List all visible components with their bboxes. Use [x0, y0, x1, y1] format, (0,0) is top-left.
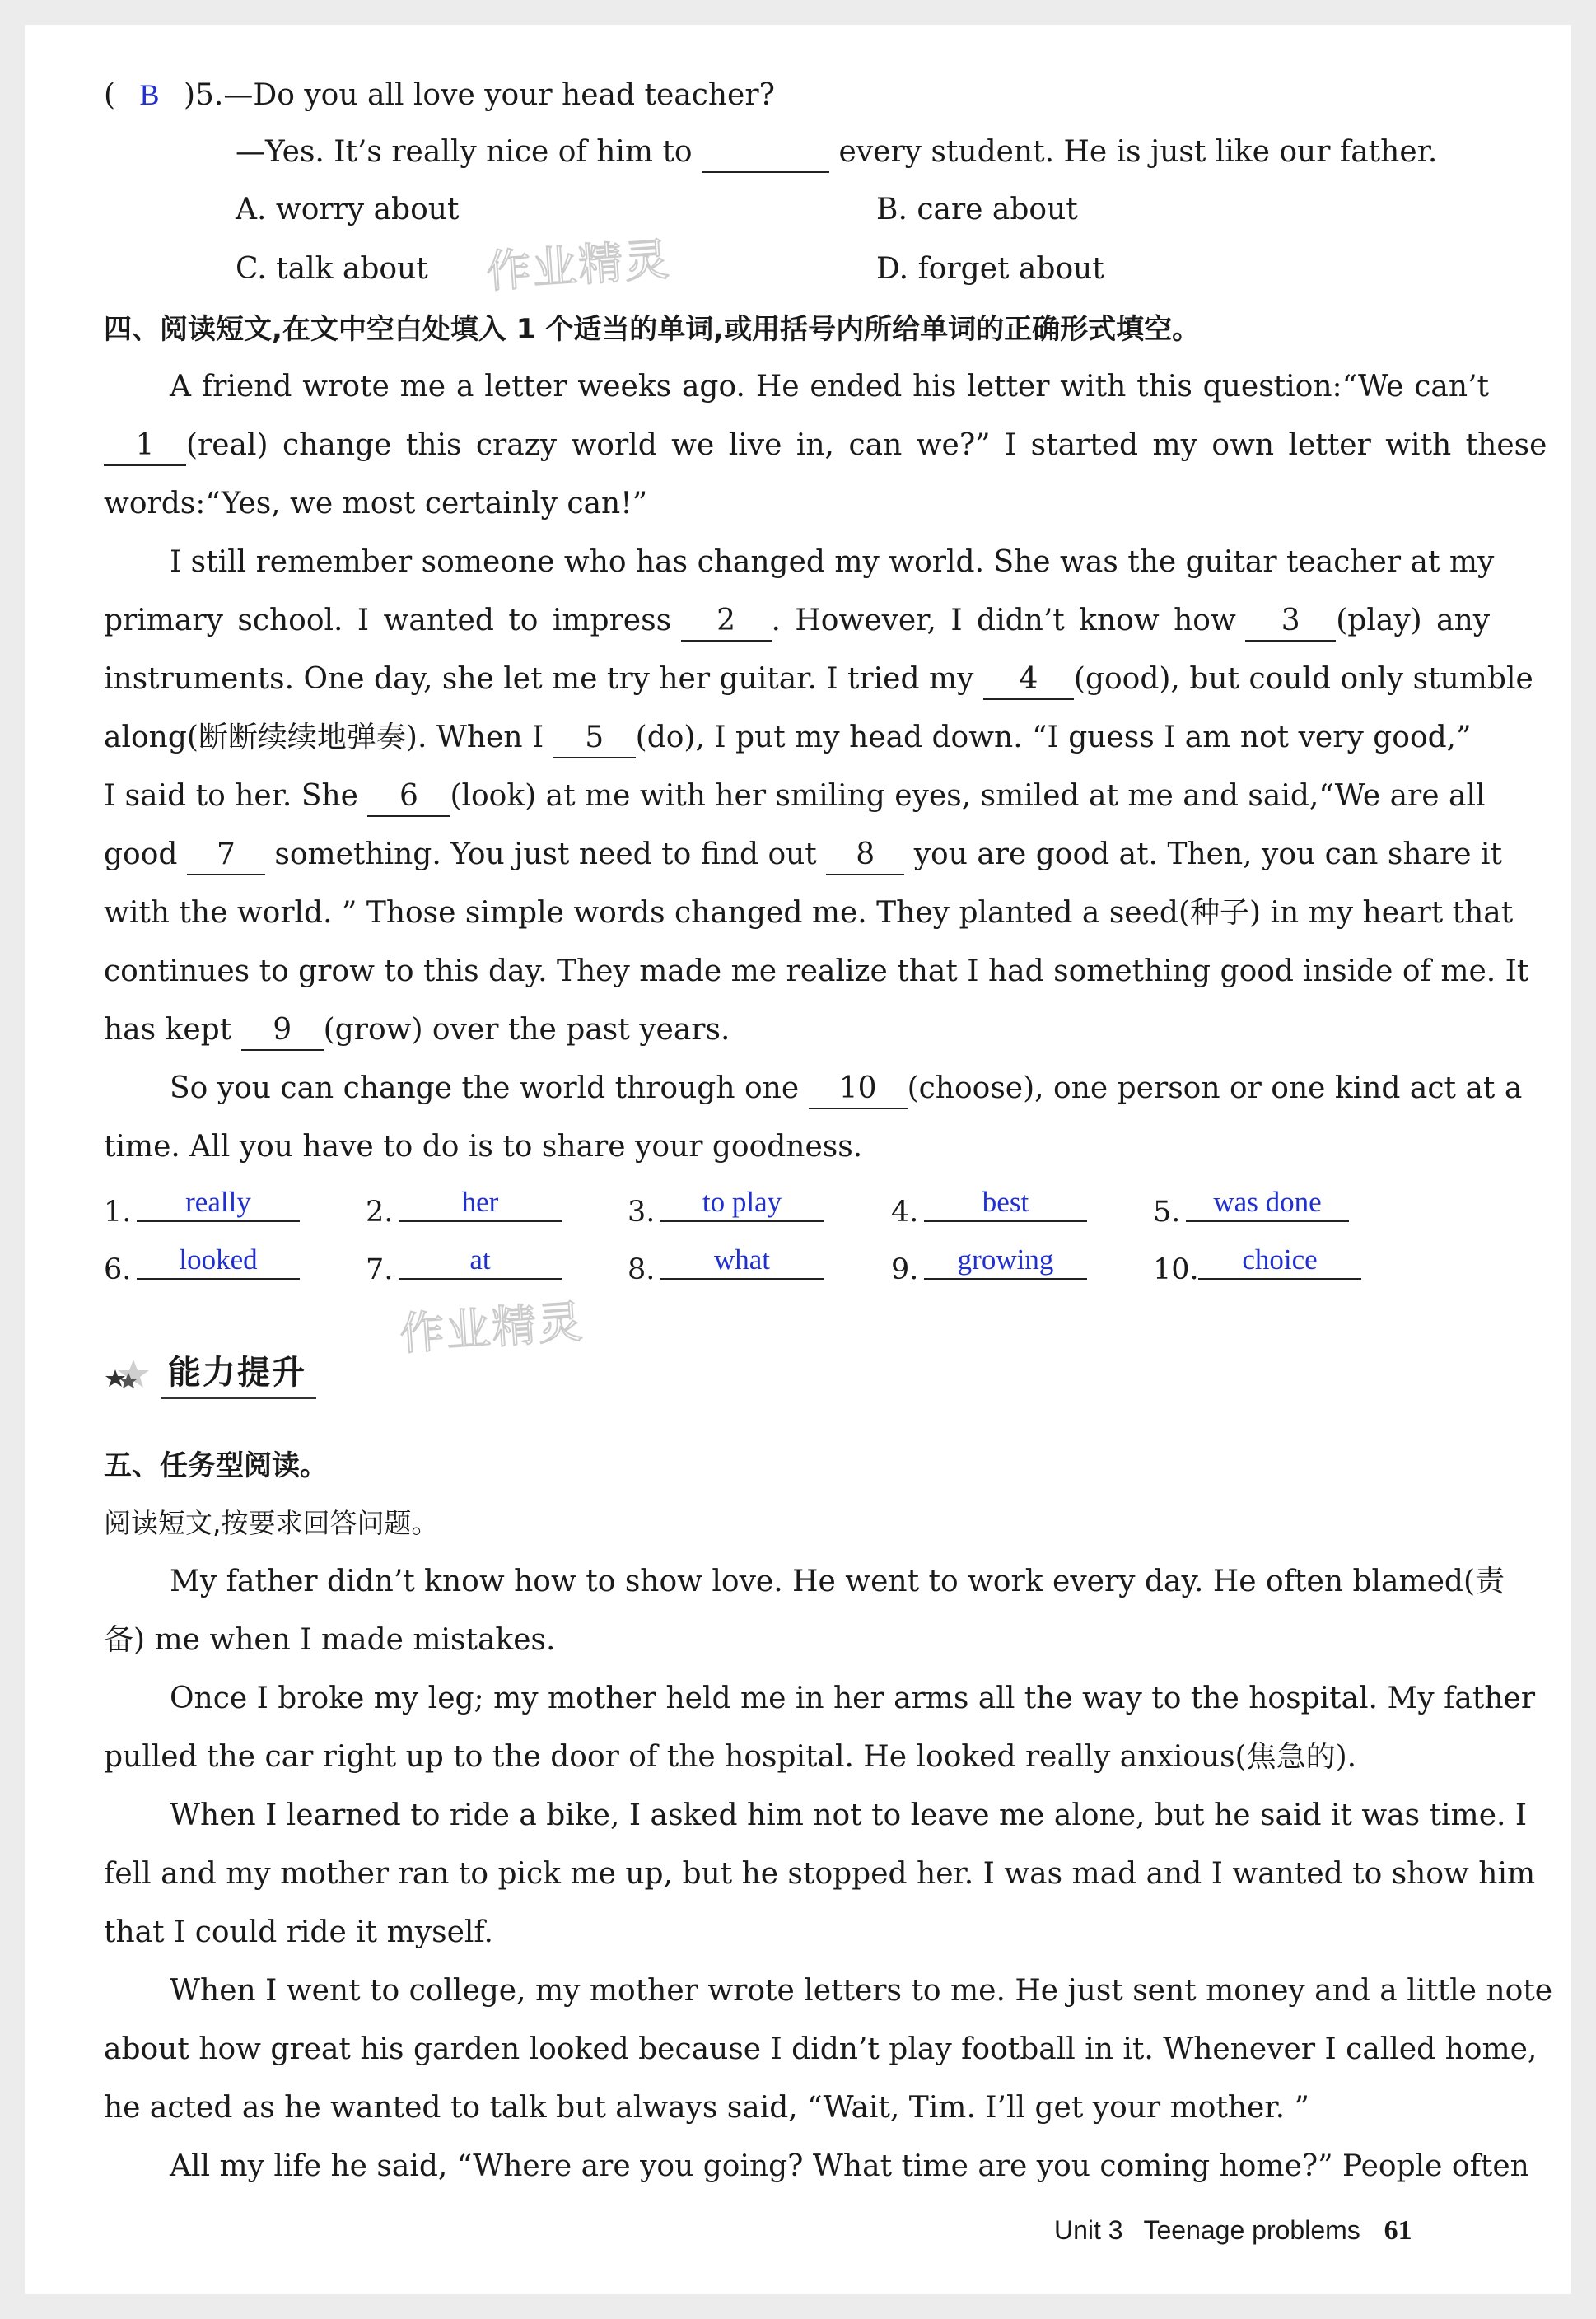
story-line-8: When I went to college, my mother wrote letters to me. He just sent money and a little note: [170, 1974, 1553, 2008]
story-line-9: about how great his garden looked because I didn’t play football in it. Whenever I called home,: [104, 2032, 1538, 2066]
question-5-prompt: —Do you all love your head teacher?: [223, 78, 775, 112]
page-footer: [1054, 2215, 1412, 2247]
answer-value: to play: [660, 1184, 824, 1222]
passage-text: (real) change this crazy world we live in, can we?” I started my own letter with these: [186, 428, 1547, 462]
answer-value: her: [399, 1184, 562, 1222]
answer-number: 2.: [366, 1196, 394, 1229]
blank-6: 6: [367, 777, 450, 817]
passage-line-3: words:“Yes, we most certainly can!”: [104, 487, 648, 520]
story-line-5: When I learned to ride a bike, I asked him not to leave me alone, but he said it was time. I: [170, 1799, 1528, 1832]
answer-row-1: [104, 1186, 1489, 1243]
story-line-2: 备) me when I made mistakes.: [104, 1623, 556, 1657]
option-c: C. talk about: [236, 252, 428, 286]
answer-number: 3.: [628, 1196, 656, 1229]
passage-text: (look) at me with her smiling eyes, smiled at me and said,“We are all: [450, 779, 1486, 813]
blank-1: 1: [104, 427, 186, 466]
passage-text: instruments. One day, she let me try her guitar. I tried my: [104, 662, 974, 696]
question-5-blank: [702, 133, 829, 173]
passage-line-5: [104, 600, 1490, 642]
passage-line-13: [170, 1068, 1522, 1109]
blank-3: 3: [1245, 602, 1336, 642]
passage-line-12: [104, 1010, 730, 1051]
passage-text: (do), I put my head down. “I guess I am not very good,”: [635, 721, 1472, 754]
watermark-logo: 作业精灵: [484, 233, 673, 298]
passage-line-2: [104, 425, 1547, 466]
answer-value: was done: [1186, 1184, 1349, 1222]
passage-text: good: [104, 838, 178, 871]
option-b: B. care about: [876, 193, 1078, 226]
answer-number: 7.: [366, 1253, 394, 1286]
answer-7: [366, 1243, 562, 1290]
answer-number: 8.: [628, 1253, 656, 1286]
answer-8: [628, 1243, 824, 1290]
passage-text: something. You just need to find out: [274, 838, 817, 871]
blank-2: 2: [681, 602, 772, 642]
answer-4: [891, 1186, 1087, 1232]
answer-paren-open: (: [104, 78, 116, 112]
response-text-a: —Yes. It’s really nice of him to: [236, 135, 693, 169]
story-line-3: Once I broke my leg; my mother held me in her arms all the way to the hospital. My father: [170, 1682, 1536, 1715]
blank-8: 8: [826, 836, 904, 875]
passage-line-4: I still remember someone who has changed my world. She was the guitar teacher at my: [170, 545, 1495, 579]
answer-value: at: [399, 1242, 562, 1280]
passage-text: along(断断续续地弹奏). When I: [104, 721, 544, 754]
passage-text: primary school. I wanted to impress: [104, 604, 672, 637]
answer-row-2: [104, 1243, 1489, 1301]
passage-line-14: time. All you have to do is to share your goodness.: [104, 1130, 863, 1164]
answer-value: best: [924, 1184, 1087, 1222]
passage-line-6: [104, 659, 1533, 700]
question-number: )5.: [183, 78, 224, 112]
passage-text: you are good at. Then, you can share it: [913, 838, 1502, 871]
passage-text: (choose), one person or one kind act at a: [907, 1071, 1523, 1105]
answer-9: [891, 1243, 1087, 1290]
option-a: A. worry about: [236, 193, 460, 226]
answer-number: 9.: [891, 1253, 919, 1286]
question-5: [104, 74, 775, 116]
footer-unit: Unit 3: [1054, 2215, 1123, 2245]
answer-value: growing: [924, 1242, 1087, 1280]
ability-title: 能力提升: [161, 1346, 316, 1399]
answer-1: [104, 1186, 300, 1232]
passage-text: . However, I didn’t know how: [771, 604, 1236, 637]
answer-number: 10.: [1153, 1253, 1199, 1286]
textbook-page: [25, 25, 1571, 2294]
section-4-heading: 四、阅读短文,在文中空白处填入 1 个适当的单词,或用括号内所给单词的正确形式填空。: [104, 313, 1201, 346]
passage-text: has kept: [104, 1013, 232, 1047]
answer-value: choice: [1198, 1242, 1361, 1280]
passage-text: (good), but could only stumble: [1073, 662, 1533, 696]
answer-value: looked: [137, 1242, 300, 1280]
story-line-10: he acted as he wanted to talk but always said, “Wait, Tim. I’ll get your mother. ”: [104, 2091, 1309, 2125]
passage-line-9: [104, 834, 1502, 875]
page-number: 61: [1384, 2215, 1412, 2246]
blank-9: 9: [241, 1011, 324, 1051]
blank-7: 7: [187, 836, 265, 875]
answer-number: 4.: [891, 1196, 919, 1229]
footer-title: Teenage problems: [1143, 2215, 1360, 2245]
answer-6: [104, 1243, 300, 1290]
ability-section-title: [104, 1346, 316, 1399]
question-5-answer: B: [139, 78, 160, 111]
passage-line-8: [104, 776, 1486, 817]
blank-5: 5: [553, 719, 636, 758]
passage-line-7: [104, 717, 1472, 758]
blank-10: 10: [809, 1070, 908, 1109]
answer-2: [366, 1186, 562, 1232]
section-5-instruction: 阅读短文,按要求回答问题。: [104, 1507, 439, 1539]
answer-value: really: [137, 1184, 300, 1222]
passage-line-11: continues to grow to this day. They made me realize that I had something good inside of me. It: [104, 954, 1529, 988]
passage-text: (grow) over the past years.: [323, 1013, 730, 1047]
story-line-1: My father didn’t know how to show love. He went to work every day. He often blamed(责: [170, 1565, 1505, 1598]
section-5-heading: 五、任务型阅读。: [104, 1449, 328, 1482]
story-line-4: pulled the car right up to the door of the hospital. He looked really anxious(焦急的).: [104, 1740, 1357, 1774]
answer-5: [1153, 1186, 1349, 1232]
answer-number: 6.: [104, 1253, 132, 1286]
story-line-7: that I could ride it myself.: [104, 1915, 493, 1949]
response-text-b: every student. He is just like our father.: [838, 135, 1438, 169]
answer-3: [628, 1186, 824, 1232]
passage-text: (play) any: [1336, 604, 1491, 637]
option-d: D. forget about: [876, 252, 1104, 286]
passage-line-10: with the world. ” Those simple words changed me. They planted a seed(种子) in my heart that: [104, 896, 1514, 930]
answer-number: 5.: [1153, 1196, 1181, 1229]
passage-line-1: A friend wrote me a letter weeks ago. He ended his letter with this question:“We can’t: [170, 370, 1489, 404]
watermark-logo: 作业精灵: [398, 1295, 586, 1360]
passage-text: So you can change the world through one: [170, 1071, 800, 1105]
answer-number: 1.: [104, 1196, 132, 1229]
stars-icon: [104, 1355, 161, 1391]
story-line-11: All my life he said, “Where are you going? What time are you coming home?” People often: [170, 2149, 1529, 2183]
story-line-6: fell and my mother ran to pick me up, but he stopped her. I was mad and I wanted to show him: [104, 1857, 1536, 1891]
passage-text: I said to her. She: [104, 779, 358, 813]
question-5-response: [236, 132, 1437, 173]
answer-10: [1153, 1243, 1361, 1290]
blank-4: 4: [983, 660, 1074, 700]
answer-value: what: [660, 1242, 824, 1280]
